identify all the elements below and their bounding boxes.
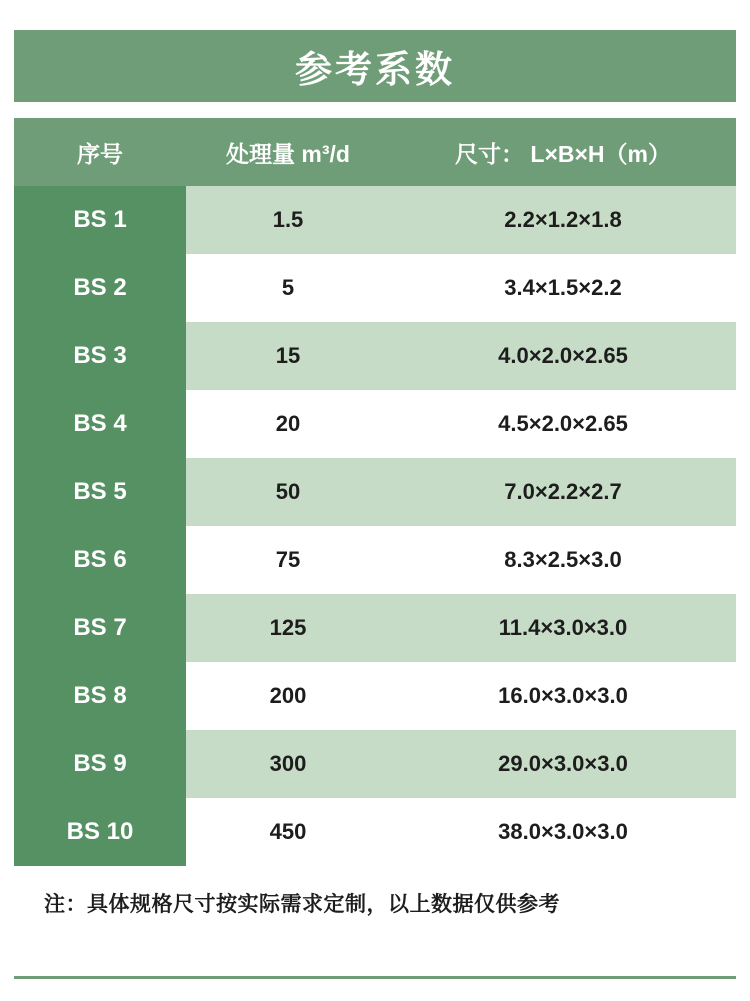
table-row [14, 662, 736, 730]
cell-capacity: 75 [186, 526, 390, 594]
cell-capacity: 300 [186, 730, 390, 798]
specification-table [14, 118, 736, 866]
cell-dimensions: 8.3×2.5×3.0 [390, 526, 736, 594]
table-header [14, 118, 736, 186]
cell-capacity: 125 [186, 594, 390, 662]
table-row [14, 798, 736, 866]
cell-capacity: 450 [186, 798, 390, 866]
column-header-dimensions: 尺寸： L×B×H（m） [390, 118, 736, 186]
cell-dimensions: 4.5×2.0×2.65 [390, 390, 736, 458]
table-row [14, 322, 736, 390]
cell-dimensions: 3.4×1.5×2.2 [390, 254, 736, 322]
cell-model: BS 9 [14, 730, 186, 798]
table-row [14, 730, 736, 798]
cell-dimensions: 29.0×3.0×3.0 [390, 730, 736, 798]
cell-capacity: 1.5 [186, 186, 390, 254]
cell-dimensions: 4.0×2.0×2.65 [390, 322, 736, 390]
page-title: 参考系数 [295, 49, 455, 90]
table-header-row [14, 118, 736, 186]
table-row [14, 186, 736, 254]
cell-model: BS 6 [14, 526, 186, 594]
cell-capacity: 20 [186, 390, 390, 458]
cell-model: BS 10 [14, 798, 186, 866]
table-row [14, 594, 736, 662]
cell-model: BS 8 [14, 662, 186, 730]
column-header-model: 序号 [14, 118, 186, 186]
cell-capacity: 50 [186, 458, 390, 526]
cell-model: BS 2 [14, 254, 186, 322]
cell-model: BS 3 [14, 322, 186, 390]
table-row [14, 254, 736, 322]
spec-sheet-page [0, 30, 750, 1001]
page-title-bar [14, 30, 736, 102]
column-header-capacity: 处理量 m³/d [186, 118, 390, 186]
cell-model: BS 4 [14, 390, 186, 458]
table-row [14, 390, 736, 458]
cell-model: BS 7 [14, 594, 186, 662]
cell-dimensions: 16.0×3.0×3.0 [390, 662, 736, 730]
cell-capacity: 200 [186, 662, 390, 730]
cell-capacity: 15 [186, 322, 390, 390]
cell-model: BS 5 [14, 458, 186, 526]
table-row [14, 458, 736, 526]
cell-dimensions: 2.2×1.2×1.8 [390, 186, 736, 254]
cell-dimensions: 11.4×3.0×3.0 [390, 594, 736, 662]
footer-divider [14, 976, 736, 979]
table-body [14, 186, 736, 866]
cell-model: BS 1 [14, 186, 186, 254]
cell-capacity: 5 [186, 254, 390, 322]
table-note: 注：具体规格尺寸按实际需求定制，以上数据仅供参考 [44, 893, 560, 916]
cell-dimensions: 7.0×2.2×2.7 [390, 458, 736, 526]
cell-dimensions: 38.0×3.0×3.0 [390, 798, 736, 866]
table-row [14, 526, 736, 594]
